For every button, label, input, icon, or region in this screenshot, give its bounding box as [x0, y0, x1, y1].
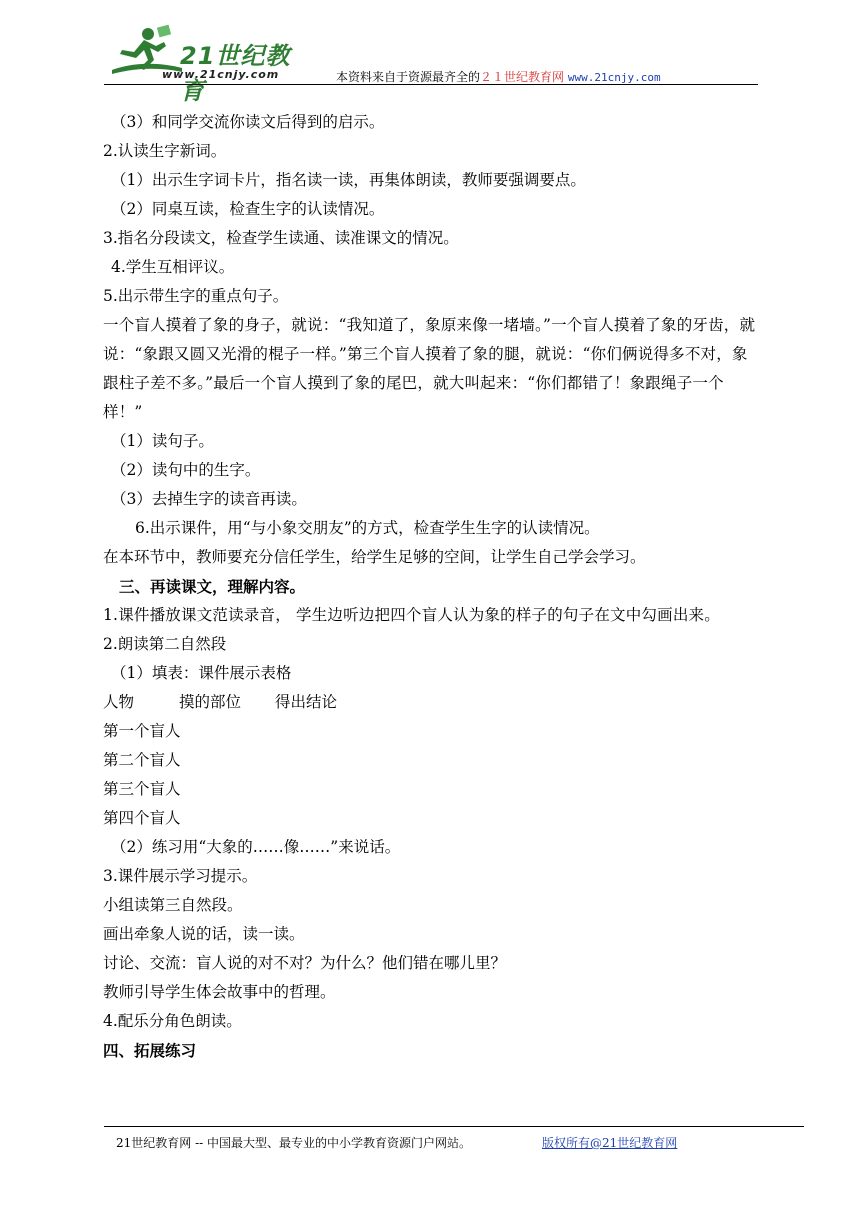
table-header-cell: 摸的部位 — [179, 693, 242, 711]
logo-title: 21世纪教育 — [180, 42, 291, 105]
header-source-note — [336, 68, 661, 85]
text-line: 讨论、交流：盲人说的对不对？为什么？他们错在哪儿里？ — [103, 954, 507, 972]
copyright-link[interactable]: 版权所有@21世纪教育网 — [542, 1136, 678, 1150]
section-heading: 三、再读课文，理解内容。 — [119, 577, 306, 596]
text-line: （2）读句中的生字。 — [111, 461, 261, 479]
table-header-row — [103, 688, 763, 717]
text-line: 小组读第三自然段。 — [103, 896, 243, 914]
page-footer — [116, 1134, 678, 1151]
text-line: 在本环节中，教师要充分信任学生，给学生足够的空间，让学生自己学会学习。 — [103, 548, 646, 566]
text-line: 5.出示带生字的重点句子。 — [103, 287, 289, 305]
header-note-text: 本资料来自于资源最齐全的 — [336, 70, 481, 84]
text-line: 2.朗读第二自然段 — [103, 635, 227, 653]
header-note-link[interactable]: www.21cnjy.com — [567, 71, 661, 84]
text-line: 3.课件展示学习提示。 — [103, 867, 258, 885]
table-row: 第二个盲人 — [103, 751, 181, 769]
text-line: （3）去掉生字的读音再读。 — [111, 490, 307, 508]
table-row: 第一个盲人 — [103, 722, 181, 740]
text-line: 4.配乐分角色朗读。 — [103, 1012, 242, 1030]
footer-divider — [104, 1126, 804, 1127]
table-row: 第三个盲人 — [103, 780, 181, 798]
text-line: （1）出示生字词卡片，指名读一读，再集体朗读，教师要强调要点。 — [111, 171, 586, 189]
text-line: （1）填表：课件展示表格 — [111, 664, 292, 682]
key-sentence-paragraph: 一个盲人摸着了象的身子，就说：“我知道了，象原来像一堵墙。”一个盲人摸着了象的牙齿，就说：“象跟又圆又光滑的棍子一样。”第三个盲人摸着了象的腿，就说：“你们俩说得多不对，象跟柱子差不多。”最后一个盲人摸到了象的尾巴，就大叫起来：“你们都错了！象跟绳子一个样！” — [103, 316, 756, 421]
document-body — [103, 108, 763, 1065]
table-header-cell: 人物 — [103, 693, 135, 711]
text-line: 2.认读生字新词。 — [103, 142, 227, 160]
footer-text: 21世纪教育网 -- 中国最大型、最专业的中小学教育资源门户网站。 — [116, 1136, 472, 1150]
text-line: （2）同桌互读，检查生字的认读情况。 — [111, 200, 385, 218]
text-line: （1）读句子。 — [111, 432, 214, 450]
header-note-brand: ２１世纪教育网 — [480, 70, 565, 84]
text-paragraph: 1.课件播放课文范读录音， 学生边听边把四个盲人认为象的样子的句子在文中勾画出来。 — [103, 606, 720, 624]
text-line: 教师引导学生体会故事中的哲理。 — [103, 983, 336, 1001]
header-divider — [104, 84, 758, 85]
text-line: 4.学生互相评议。 — [111, 258, 235, 276]
table-header-cell: 得出结论 — [275, 693, 338, 711]
table-row: 第四个盲人 — [103, 809, 181, 827]
section-heading: 四、拓展练习 — [103, 1041, 197, 1060]
text-line: （3）和同学交流你读文后得到的启示。 — [111, 113, 385, 131]
text-line: （2）练习用“大象的……像……”来说话。 — [111, 838, 401, 856]
text-line: 6.出示课件，用“与小象交朋友”的方式，检查学生生字的认读情况。 — [135, 519, 600, 537]
text-line: 3.指名分段读文，检查学生读通、读准课文的情况。 — [103, 229, 459, 247]
text-line: 画出牵象人说的话，读一读。 — [103, 925, 305, 943]
page-header — [104, 22, 758, 105]
logo-url: www.21cnjy.com — [162, 68, 280, 81]
site-logo[interactable] — [104, 22, 314, 105]
